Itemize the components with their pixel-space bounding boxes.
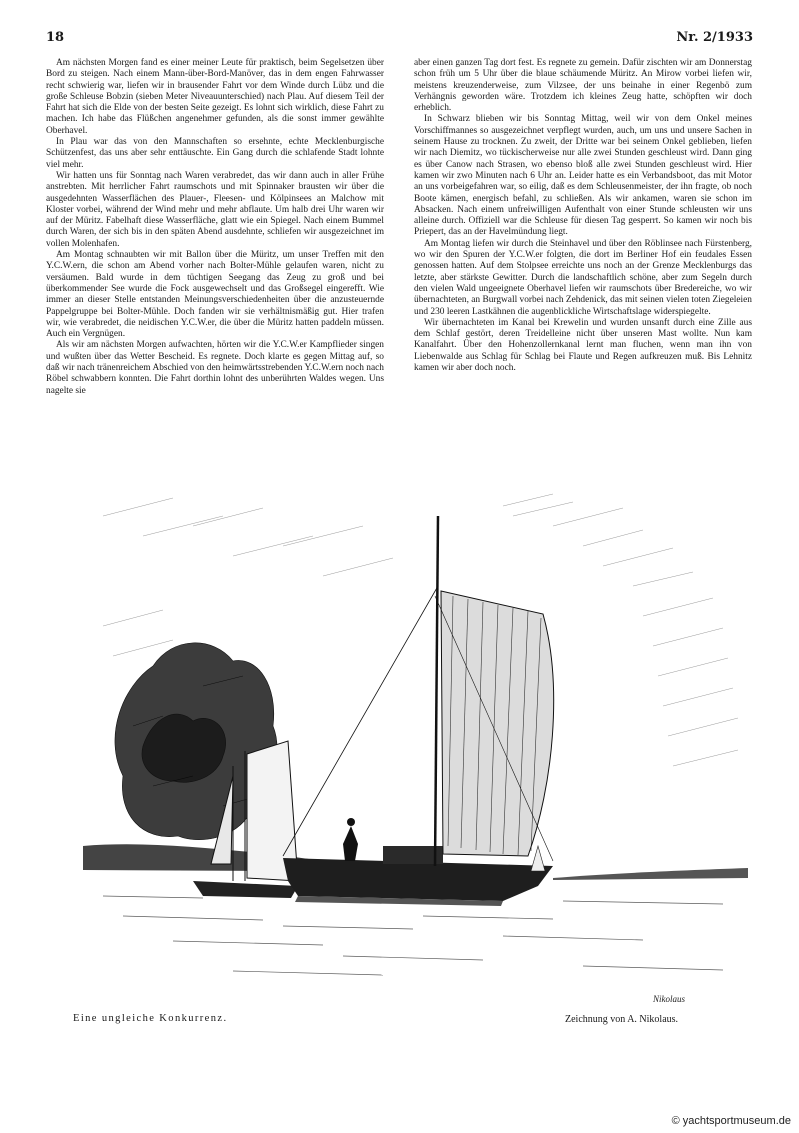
paragraph: Wir hatten uns für Sonntag nach Waren verabredet, das wir dann auch in aller Frühe anstrebten. Mit herrlicher Fahrt raumschots und mit Spinnaker brausten wir über die ausgedehnten Wasserflächen des Plauer-, Fleesen- und Kölpinsees an Malchow mit Kloster vorbei, während der Wind mehr und mehr abflaute. Um halb drei Uhr waren wir auf der Müritz. Fabelhaft diese Wasserfläche, glatt wie ein Spiegel. Nach einem Bummel durch Waren, der sich bis in den späten Abend ausdehnte, schliefen wir ausgezeichnet im vollen Molenhafen.: [46, 170, 384, 249]
artist-signature: Nikolaus: [653, 994, 686, 1004]
paragraph: In Schwarz blieben wir bis Sonntag Mittag, weil wir von dem Onkel meines Vorschiffmannes so ausgezeichnet verpflegt wurden, auch, um uns und unsere Sachen in seinem Hause zu trocknen. Zu zweit, der Dritte war bei seinem Onkel geblieben, liefen wir nach Diemitz, wo tückischerweise nur alle zwei Stunden geschleust wird. Dann ging es über Canow nach Strasen, wo ebenso bloß alle zwei Stunden geschleust wird. Hier kamen wir zwo Minuten nach 6 Uhr an. Leider hatte es ein Verbandsboot, das mit Motor an uns vorbeigefahren war, so eilig, daß es dem Schleusenmeister, der ihn fragte, ob noch Boote kämen, energisch befahl, zu schließen. Als wir ankamen, waren sie schon im Absacken. Nach einem unfreiwilligen Aufenthalt von einer Stunde schleusten wir uns alleine durch. Offiziell war die Schleuse für diesen Tag gesperrt. So kamen wir noch bis Priepert, das an der Havelmündung liegt.: [414, 114, 752, 238]
watermark: © yachtsportmuseum.de: [671, 1115, 791, 1127]
text-column-right: [414, 58, 752, 374]
issue-number: Nr. 2/1933: [676, 30, 753, 45]
sailing-boat-drawing: [83, 486, 748, 1006]
paragraph: Am nächsten Morgen fand es einer meiner Leute für praktisch, beim Segelsetzen über Bord zu steigen. Nach einem Mann-über-Bord-Manöver, das in dem engen Fahrwasser recht schwierig war, liefen wir in brausender Fahrt vor dem Winde durch Lübz und die große Schleuse Bobzin (sieben Meter Niveauunterschied) nach Plau. Auf diesem Teil der Fahrt hat sich die Elde von der besten Seite gezeigt. Es lohnt sich wirklich, diese Fahrt zu machen. Ich habe das Flüßchen angenehmer gefunden, als die sonst immer gewählte Oberhavel.: [46, 58, 384, 136]
paragraph: Am Montag liefen wir durch die Steinhavel und über den Röblinsee nach Fürstenberg, wo wir den Spuren der Y.C.W.er folgten, die dort im Berliner Hof ein feudales Essen genossen hatten. Auf dem Stolpsee erreichte uns noch an der Grenze Mecklenburgs das letzte, aber stärkste Gewitter. Durch die landschaftlich schöne, aber zum Segeln durch den vielen Wald ungeeignete Oberhavel liefen wir raumschots über Bredereiche, wo wir übernachteten, an Burgwall vorbei nach Zehdenick, das mit seinen vielen toten Ziegeleien und 230 leeren Lastkähnen die augenblickliche Wirtschaftslage widerspiegelte.: [414, 238, 752, 317]
page-number: 18: [46, 30, 65, 45]
paragraph: Wir übernachteten im Kanal bei Krewelin und wurden unsanft durch eine Zille aus dem Schlaf gestört, deren Treidelleine nicht über unseren Mast wollte. Nun kam Kanalfahrt. Über den Hohenzollernkanal lernt man fluchen, wenn man ihn von Liebenwalde aus Schlag für Schlag bei Flaute und Regen aufkreuzen muß. Bis Lehnitz kamen wir aber doch noch.: [414, 317, 752, 374]
figure-caption: Eine ungleiche Konkurrenz.: [73, 1013, 228, 1024]
paragraph: Am Montag schnaubten wir mit Ballon über die Müritz, um unser Treffen mit den Y.C.W.ern, die schon am Abend vorher nach Bolter-Mühle gelaufen waren, nicht zu versäumen. Bald wurde in dem tüchtigen Seegang das Zeug zu groß und bei überkommender See wurde die Fock ausgewechselt und das Großsegel eingerefft. Wie immer an dieser Stelle entstanden Meinungsverschiedenheiten über die anzusteuernde Pappelgruppe bei Bolter-Mühle. Doch fanden wir sie verhältnismäßig gut. Hier trafen wir, wie verabredet, die neidischen Y.C.W.er, die über die Müritz hatten paddeln müssen. Auch ein Vergnügen.: [46, 250, 384, 340]
text-column-left: [46, 58, 384, 397]
paragraph: Als wir am nächsten Morgen aufwachten, hörten wir die Y.C.W.er Kampflieder singen und wußten über das Wetter Bescheid. Es regnete. Doch klarte es gegen Mittag auf, so daß wir nach tränenreichem Abschied von den heimwärtsstrebenden Y.C.W.ern noch nach Röbel schwabbern konnten. Die Fahrt dorthin lohnt des unberührten Waldes wegen. Uns nagelte sie: [46, 340, 384, 396]
figure-credit: Zeichnung von A. Nikolaus.: [565, 1014, 679, 1025]
paragraph: In Plau war das von den Mannschaften so ersehnte, echte Mecklenburgische Schützenfest, das uns aber sehr enttäuschte. Ein Gang durch die schlafende Stadt lohnte viel mehr.: [46, 137, 384, 170]
paragraph: aber einen ganzen Tag dort fest. Es regnete zu gemein. Dafür zischten wir am Donnerstag schon früh um 5 Uhr über die blaue schäumende Müritz. An Mirow vorbei liefen wir, meistens kreuzenderweise, zum Vilzsee, der uns beinahe in einer Regenbö zum Verhängnis geworden wäre. Trotzdem ich kleines Zeug hatte, schöpften wir doch erheblich.: [414, 58, 752, 114]
